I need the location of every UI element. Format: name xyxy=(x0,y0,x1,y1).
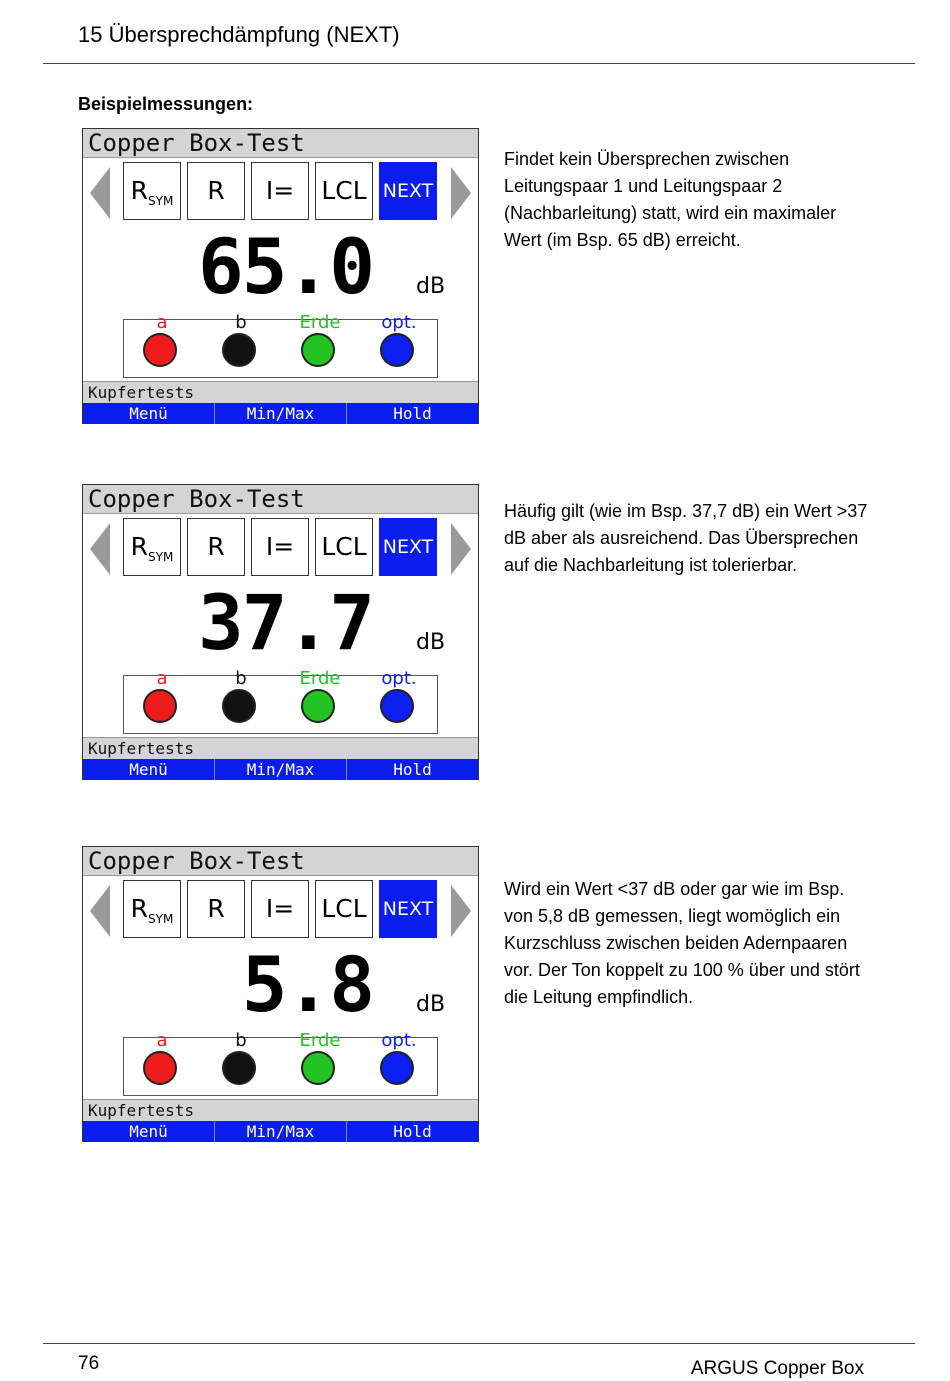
tab-lcl[interactable] xyxy=(315,162,373,220)
wire-erde-dot-icon xyxy=(301,333,335,367)
wire-opt-label: opt. xyxy=(381,1030,417,1051)
measurement-unit: dB xyxy=(416,992,446,1017)
wire-a-dot-icon xyxy=(143,333,177,367)
tab-i[interactable] xyxy=(251,162,309,220)
softkey-bar xyxy=(83,1121,478,1142)
wire-b xyxy=(211,668,271,734)
example-measurement-2 xyxy=(0,484,950,784)
wire-opt xyxy=(369,668,429,734)
wire-b-label: b xyxy=(235,1030,247,1051)
tab-rsym-sub: SYM xyxy=(148,550,174,564)
arrow-left-icon[interactable] xyxy=(90,167,110,219)
product-name: ARGUS Copper Box xyxy=(690,1358,864,1379)
tab-next[interactable] xyxy=(379,880,437,938)
softkey-bar xyxy=(83,759,478,780)
softkey-min-max[interactable]: Min/Max xyxy=(215,1121,347,1142)
device-screen xyxy=(82,128,479,424)
wire-b-label: b xyxy=(235,668,247,689)
wire-b-label: b xyxy=(235,312,247,333)
tab-lcl-label: LCL xyxy=(321,894,367,923)
device-screen xyxy=(82,484,479,780)
screen-title: Copper Box-Test xyxy=(83,847,478,876)
softkey-bar xyxy=(83,403,478,424)
wire-erde xyxy=(290,668,350,734)
header-rule xyxy=(43,63,915,64)
wire-a-label: a xyxy=(156,312,168,333)
wire-opt-dot-icon xyxy=(380,333,414,367)
tab-next-label: NEXT xyxy=(382,536,434,558)
tab-r[interactable] xyxy=(187,162,245,220)
tab-i[interactable] xyxy=(251,518,309,576)
wire-panel xyxy=(123,668,438,734)
softkey-min-max[interactable]: Min/Max xyxy=(215,759,347,780)
softkey-menu[interactable]: Menü xyxy=(83,1121,215,1142)
arrow-left-icon[interactable] xyxy=(90,885,110,937)
screen-title: Copper Box-Test xyxy=(83,129,478,158)
softkey-menu[interactable]: Menü xyxy=(83,759,215,780)
wire-opt xyxy=(369,312,429,378)
example-description: Wird ein Wert <37 dB oder gar wie im Bsp. von 5,8 dB gemessen, liegt womöglich ein Kurzschluss zwischen beiden Adernpaaren vor. Der Ton koppelt zu 100 % über und stört die Leitung empfindlich. xyxy=(504,879,860,1007)
tab-rsym-label: R xyxy=(130,176,149,205)
status-bar: Kupfertests xyxy=(83,381,478,403)
status-bar: Kupfertests xyxy=(83,737,478,759)
tab-lcl[interactable] xyxy=(315,518,373,576)
tab-lcl[interactable] xyxy=(315,880,373,938)
wire-erde-label: Erde xyxy=(299,668,341,689)
tab-rsym-label: R xyxy=(130,532,149,561)
wire-b-dot-icon xyxy=(222,333,256,367)
tab-r[interactable] xyxy=(187,880,245,938)
tab-rsym-sub: SYM xyxy=(148,912,174,926)
arrow-right-icon[interactable] xyxy=(451,885,471,937)
wire-b-dot-icon xyxy=(222,1051,256,1085)
wire-erde xyxy=(290,312,350,378)
wire-a xyxy=(132,1030,192,1096)
tab-i-label: I= xyxy=(265,894,295,923)
arrow-right-icon[interactable] xyxy=(451,167,471,219)
wire-a xyxy=(132,312,192,378)
measurement-value: 37.7 xyxy=(197,578,373,667)
tab-lcl-label: LCL xyxy=(321,176,367,205)
screen-title: Copper Box-Test xyxy=(83,485,478,514)
example-description: Findet kein Übersprechen zwischen Leitungspaar 1 und Leitungspaar 2 (Nachbarleitung) statt, wird ein maximaler Wert (im Bsp. 65 dB) erreicht. xyxy=(504,149,837,250)
tab-rsym[interactable] xyxy=(123,162,181,220)
tab-i[interactable] xyxy=(251,880,309,938)
wire-opt-label: opt. xyxy=(381,668,417,689)
tab-next-label: NEXT xyxy=(382,180,434,202)
measurement-value: 5.8 xyxy=(241,940,373,1029)
tab-r-label: R xyxy=(207,894,225,923)
tab-rsym[interactable] xyxy=(123,518,181,576)
tab-rsym-sub: SYM xyxy=(148,194,174,208)
tab-i-label: I= xyxy=(265,176,295,205)
page-number: 76 xyxy=(78,1353,100,1374)
wire-opt-dot-icon xyxy=(380,689,414,723)
tab-r[interactable] xyxy=(187,518,245,576)
tab-r-label: R xyxy=(207,532,225,561)
wire-erde-label: Erde xyxy=(299,1030,341,1051)
tab-next-label: NEXT xyxy=(382,898,434,920)
softkey-hold[interactable]: Hold xyxy=(393,404,432,423)
wire-opt xyxy=(369,1030,429,1096)
tab-i-label: I= xyxy=(265,532,295,561)
wire-panel xyxy=(123,1030,438,1096)
arrow-right-icon[interactable] xyxy=(451,523,471,575)
page-header: 15 Übersprechdämpfung (NEXT) xyxy=(78,22,400,47)
wire-a xyxy=(132,668,192,734)
section-title: Beispielmessungen: xyxy=(78,94,254,114)
wire-b-dot-icon xyxy=(222,689,256,723)
measurement-value: 65.0 xyxy=(197,222,373,311)
example-measurement-1 xyxy=(0,128,950,428)
softkey-hold[interactable]: Hold xyxy=(393,760,432,779)
softkey-menu[interactable]: Menü xyxy=(83,403,215,424)
example-description: Häufig gilt (wie im Bsp. 37,7 dB) ein Wert >37 dB aber als ausreichend. Das Übersprechen auf die Nachbarleitung ist tolerierbar. xyxy=(504,501,868,575)
wire-a-label: a xyxy=(156,668,168,689)
wire-b xyxy=(211,1030,271,1096)
device-screen xyxy=(82,846,479,1142)
tab-rsym[interactable] xyxy=(123,880,181,938)
wire-opt-label: opt. xyxy=(381,312,417,333)
wire-a-dot-icon xyxy=(143,1051,177,1085)
tab-next[interactable] xyxy=(379,518,437,576)
measurement-unit: dB xyxy=(416,630,446,655)
wire-panel xyxy=(123,312,438,378)
footer-rule xyxy=(43,1343,915,1344)
wire-erde-label: Erde xyxy=(299,312,341,333)
wire-b xyxy=(211,312,271,378)
wire-erde xyxy=(290,1030,350,1096)
softkey-hold[interactable]: Hold xyxy=(393,1122,432,1141)
tab-r-label: R xyxy=(207,176,225,205)
wire-erde-dot-icon xyxy=(301,689,335,723)
tab-next[interactable] xyxy=(379,162,437,220)
tab-rsym-label: R xyxy=(130,894,149,923)
measurement-unit: dB xyxy=(416,274,446,299)
wire-erde-dot-icon xyxy=(301,1051,335,1085)
wire-a-dot-icon xyxy=(143,689,177,723)
example-measurement-3 xyxy=(0,846,950,1146)
wire-opt-dot-icon xyxy=(380,1051,414,1085)
status-bar: Kupfertests xyxy=(83,1099,478,1121)
tab-lcl-label: LCL xyxy=(321,532,367,561)
wire-a-label: a xyxy=(156,1030,168,1051)
softkey-min-max[interactable]: Min/Max xyxy=(215,403,347,424)
arrow-left-icon[interactable] xyxy=(90,523,110,575)
